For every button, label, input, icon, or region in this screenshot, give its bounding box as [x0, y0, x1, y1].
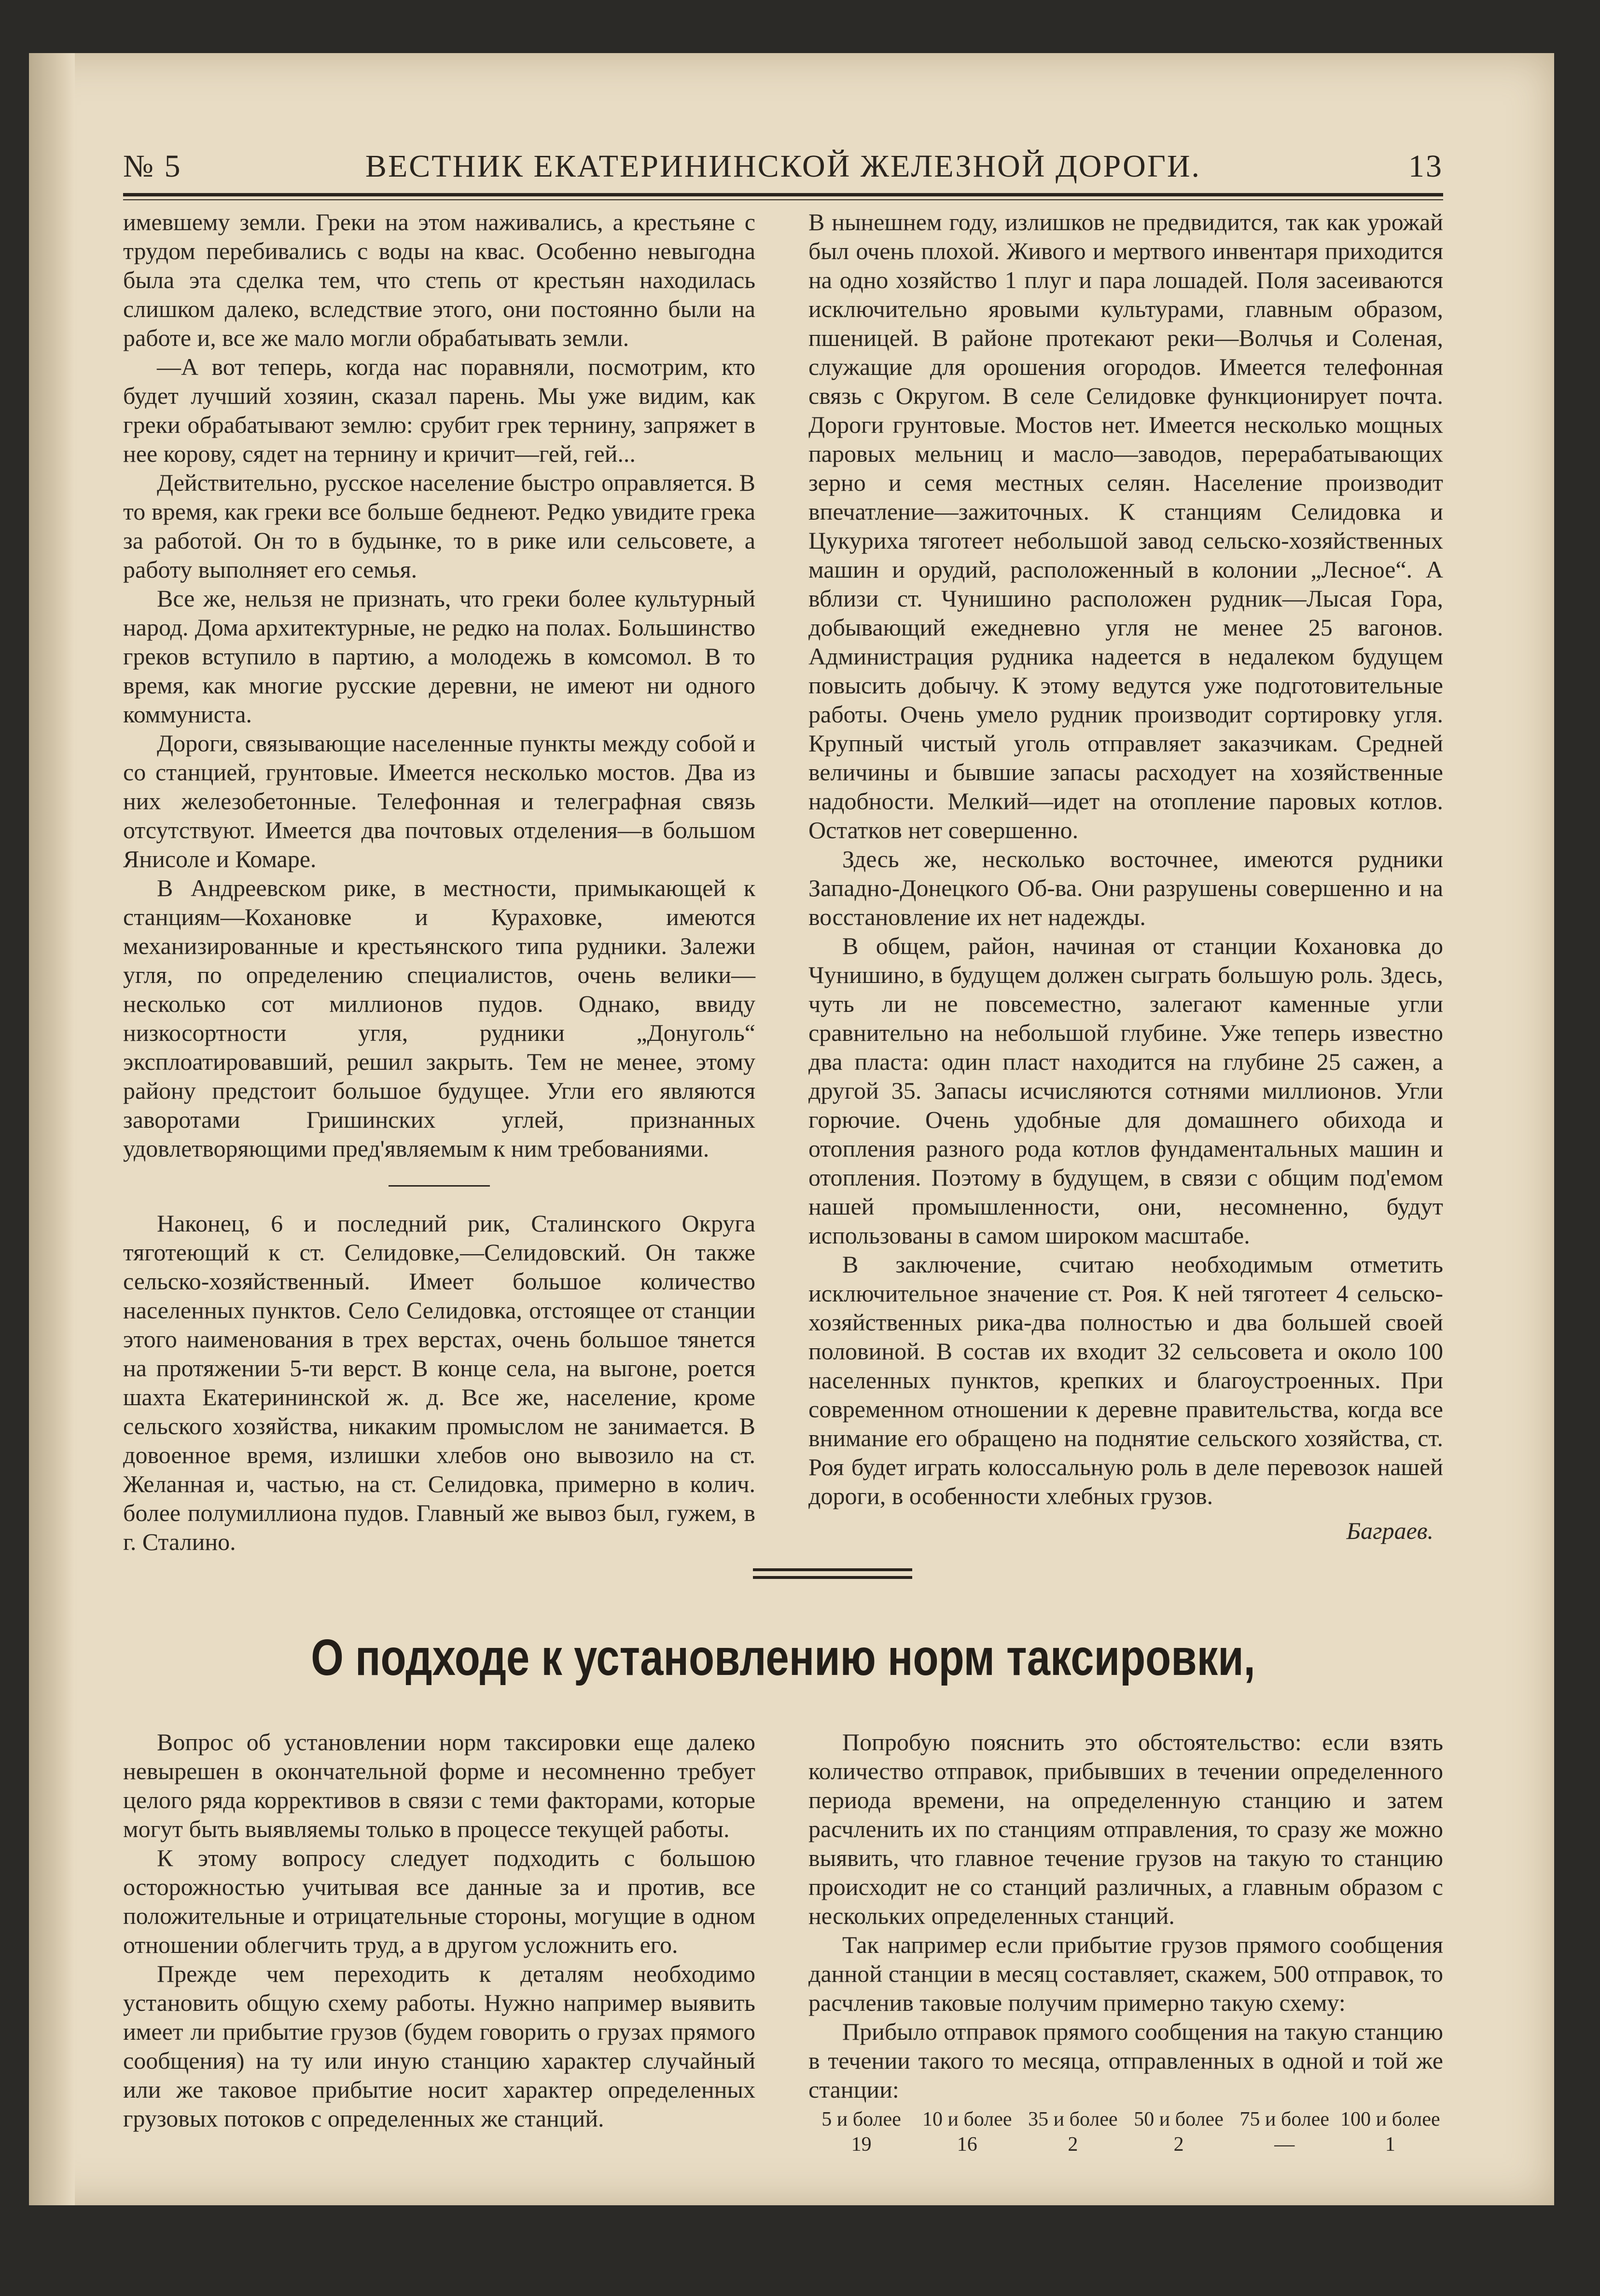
paragraph: имевшему земли. Греки на этом наживались, а крестьяне с трудом перебивались с воды на квас. Особенно невыгодна была эта сделка тем, что степь от крестьян находилась слишком далеко, вследствие этого, они постоянно были на работе и, все же мало могли обрабатывать земли.: [123, 208, 755, 351]
paragraph: Все же, нельзя не признать, что греки более культурный народ. Дома архитектурные, не редко на полах. Большинство греков вступило в партию, а молодежь в комсомол. В то время, как многие русские деревни, не имеют ни одного коммуниста.: [123, 585, 755, 728]
paragraph: Прибыло отправок прямого сообщения на такую станцию в течении такого то месяца, отправленных в одной и той же станции:: [808, 2018, 1443, 2103]
issue-number: № 5: [123, 149, 182, 184]
paragraph: Прежде чем переходить к деталям необходимо установить общую схему работы. Нужно например выявить имеет ли прибытие грузов (будем говорить о грузах прямого сообщения) на ту или иную станцию характер случайный или же таковое прибытие носит характер определенных грузовых потоков с определенных же станций.: [123, 1960, 755, 2132]
article-title: О подходе к установлению норм таксировки,: [311, 1629, 1255, 1686]
paragraph: Дороги, связывающие населенные пункты между собой и со станцией, грунтовые. Имеется несколько мостов. Два из них железобетонные. Телефонная и телеграфная связь отсутствуют. Имеется два почтовых отделения—в большом Янисоле и Комаре.: [123, 730, 755, 872]
section-separator: [123, 1163, 755, 1209]
table-header-cell: 10 и более: [922, 2108, 1012, 2130]
table-value-cell: 2: [1173, 2133, 1184, 2156]
paragraph: Так например если прибытие грузов прямого сообщения данной станции в месяц составляет, скажем, 500 отправок, то расчленив таковые получим примерно такую схему:: [808, 1931, 1443, 2016]
left-column: [123, 207, 755, 1556]
paragraph: Наконец, 6 и последний рик, Сталинского Округа тяготеющий к ст. Селидовке,—Селидовский. Он также сельско-хозяйственный. Имеет большое количество населенных пунктов. Село Селидовка, отстоящее от станции этого наименования в трех верстах, очень большое тянется на протяжении 5-ти верст. В конце села, на выгоне, роется шахта Екатерининской ж. д. Все же, население, кроме сельского хозяйства, никаким промыслом не занимается. В довоенное время, излишки хлебов оно вывозило на ст. Желанная и, частью, на ст. Селидовка, примерно в колич. более полумиллиона пудов. Главный же вывоз был, гужем, в г. Сталино.: [123, 1210, 755, 1555]
right-column: [808, 207, 1443, 1545]
paragraph: Вопрос об установлении норм таксировки еще далеко невырешен в окончательной форме и несомненно требует целого ряда коррективов в связи с теми факторами, которые могут быть выявляемы только в процессе текущей работы.: [123, 1729, 755, 1842]
table-header-cell: 35 и более: [1028, 2108, 1118, 2130]
table-value-cell: 2: [1068, 2133, 1078, 2156]
paragraph: В общем, район, начиная от станции Кохановка до Чунишино, в будущем должен сыграть большую роль. Здесь, чуть ли не повсеместно, залегают каменные угли сравнительно на небольшой глубине. Уже теперь известно два пласта: один пласт находится на глубине 25 сажен, а другой 35. Запасы исчисляются сотнями миллионов. Угли горючие. Очень удобные для домашнего обихода и отопления разного рода котлов фундаментальных машин и отопления. Поэтому в будущем, в связи с общим под'емом нашей промышленности, они, несомненно, будут использованы в самом широком масштабе.: [808, 932, 1443, 1249]
paragraph: Здесь же, несколько восточнее, имеются рудники Западно-Донецкого Об-ва. Они разрушены совершенно и на восстановление их нет надежды.: [808, 845, 1443, 930]
paragraph: —А вот теперь, когда нас поравняли, посмотрим, кто будет лучший хозяин, сказал парень. Мы уже видим, как греки обрабатывают землю: срубит грек тернину, запряжет в нее корову, сядет на тернину и кричит—гей, гей...: [123, 353, 755, 467]
article-divider-second: [753, 1576, 912, 1579]
paragraph: К этому вопросу следует подходить с большою осторожностью учитывая все данные за и против, все положительные и отрицательные стороны, могущие в одном отношении облегчить труд, а в другом усложнить его.: [123, 1844, 755, 1958]
paragraph: Попробую пояснить это обстоятельство: если взять количество отправок, прибывших в течении определенного периода времени, на определенную станцию и затем расчленить их по станциям отправления, то сразу же можно выявить, что главное течение грузов на такую то станцию происходит не со станций различных, а главным образом с нескольких определенных станций.: [808, 1729, 1443, 1929]
header-rule: [123, 193, 1443, 196]
table-header-cell: 5 и более: [821, 2108, 901, 2130]
table-header-cell: 75 и более: [1239, 2108, 1330, 2130]
binding-edge: [29, 53, 75, 2205]
page-header: [123, 142, 1443, 191]
paragraph: В нынешнем году, излишков не предвидится, так как урожай был очень плохой. Живого и мертвого инвентаря приходится на одно хозяйство 1 плуг и пара лошадей. Поля засеиваются исключительно яровыми культурами, главным образом, пшеницей. В районе протекают реки—Волчья и Соленая, служащие для орошения огородов. Имеется телефонная связь с Округом. В селе Селидовке функционирует почта. Дороги грунтовые. Мостов нет. Имеется несколько мощных паровых мельниц и масло—заводов, перерабатывающих зерно и семя местных селян. Население производит впечатление—зажиточных. К станциям Селидовка и Цукуриха тяготеет небольшой завод сельско-хозяйственных машин и орудий, расположенный в колонии „Лесное“. А вблизи ст. Чунишино расположен рудник—Лысая Гора, добывающий ежедневно угля не менее 25 вагонов. Администрация рудника надеется в недалеком будущем повысить добычу. К этому ведутся уже подготовительные работы. Очень умело рудник производит сортировку угля. Крупный чистый уголь отправляет заказчикам. Средней величины и бывшие запасы расходует на хозяйственные надобности. Мелкий—идет на отопление паровых котлов. Остатков нет совершенно.: [808, 208, 1443, 844]
paragraph: В заключение, считаю необходимым отметить исключительное значение ст. Роя. К ней тяготеет 4 сельско-хозяйственных рика-два полностью и два большей своей половиной. В состав их входит 32 сельсовета и около 100 населенных пунктов, крепких и благоустроенных. При современном отношении к деревне правительства, когда все внимание его обращено на поднятие сельского хозяйства, ст. Роя будет играть колоссальную роль в деле перевозок нашей дороги, в особенности хлебных грузов.: [808, 1251, 1443, 1509]
newspaper-page: [29, 53, 1554, 2205]
periodical-title: ВЕСТНИК ЕКАТЕРИНИНСКОЙ ЖЕЛЕЗНОЙ ДОРОГИ.: [365, 149, 1201, 184]
table-value-cell: 1: [1385, 2133, 1395, 2156]
article-left-column: [123, 1728, 755, 2133]
table-value-cell: —: [1274, 2133, 1295, 2156]
paragraph: В Андреевском рике, в местности, примыкающей к станциям—Кохановке и Кураховке, имеются механизированные и крестьянского типа рудники. Залежи угля, по определению специалистов, очень велики—несколько сот миллионов пудов. Однако, ввиду низкосортности угля, рудники „Донуголь“ эксплоатировавший, решил закрыть. Тем не менее, этому району предстоит большое будущее. Угли его являются заворотами Гришинских углей, признанных удовлетворяющими пред'являемым к ним требованиями.: [123, 874, 755, 1162]
table-header-cell: 100 и более: [1340, 2108, 1440, 2130]
page-number: 13: [1408, 149, 1443, 184]
table-value-cell: 16: [957, 2133, 977, 2156]
paragraph: Действительно, русское население быстро оправляется. В то время, как греки все больше беднеют. Редко увидите грека за работой. Он то в будынке, то в рике или сельсовете, а работу выполняет его семья.: [123, 469, 755, 583]
shipments-table: [808, 2107, 1443, 2157]
table-value-cell: 19: [851, 2133, 872, 2156]
article-right-column: [808, 1728, 1443, 2157]
header-rule-thin: [123, 199, 1443, 200]
article-divider: [753, 1568, 912, 1571]
table-header-cell: 50 и более: [1134, 2108, 1224, 2130]
author-signature: Баграев.: [1346, 1517, 1433, 1544]
